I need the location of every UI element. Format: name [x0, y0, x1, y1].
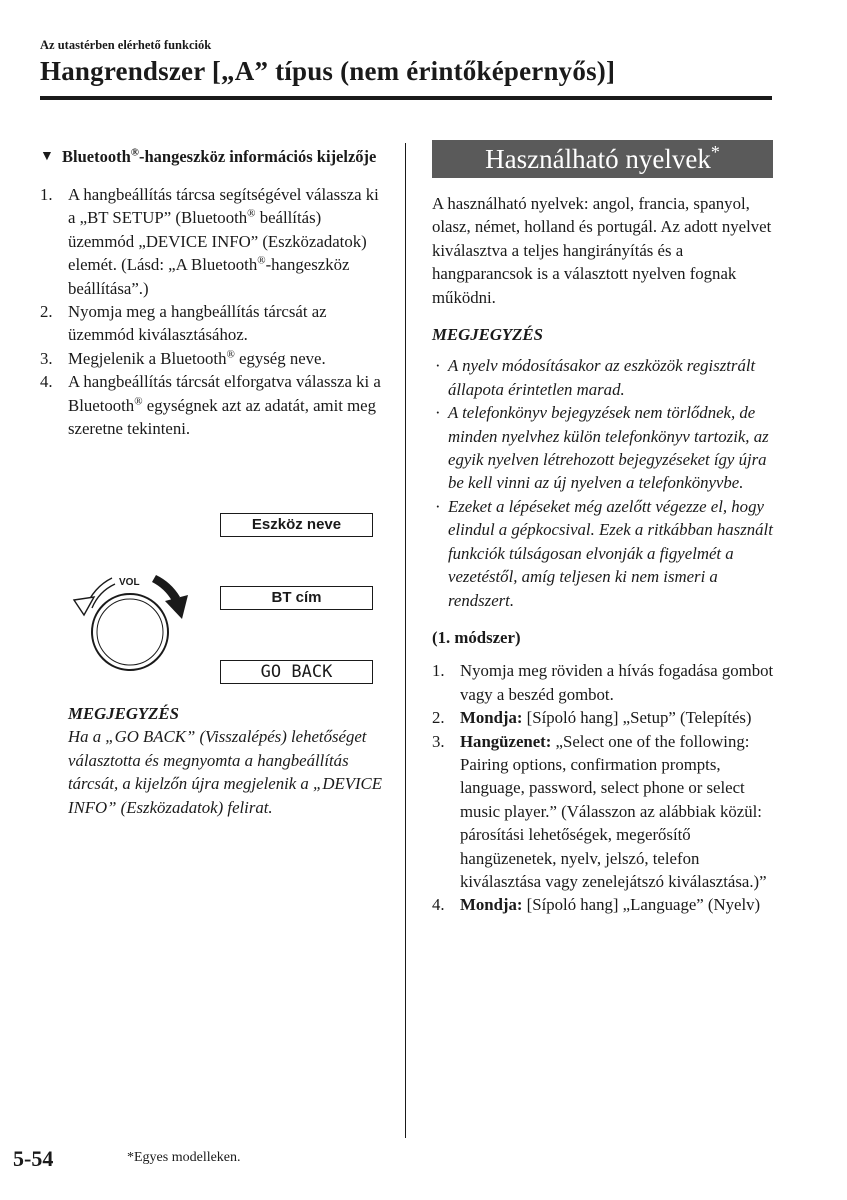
list-item: · A nyelv módosításakor az eszközök regisztrált állapota érintetlen marad.	[435, 356, 756, 399]
method-heading: (1. módszer)	[432, 627, 521, 647]
bullet-icon: ·	[435, 356, 441, 376]
section-label: Az utastérben elérhető funkciók	[40, 38, 212, 52]
note-bullet-list	[432, 354, 777, 611]
right-step-list	[432, 659, 777, 916]
display-bt-address: BT cím	[220, 586, 373, 610]
note-heading: MEGJEGYZÉS	[432, 325, 543, 345]
list-item: 2. Nyomja meg a hangbeállítás tárcsát az üzemmód kiválasztásához.	[40, 302, 327, 345]
left-column	[40, 145, 390, 440]
languages-banner: Használható nyelvek*	[432, 140, 773, 178]
page-title: Hangrendszer [„A” típus (nem érintőképernyős)]	[40, 56, 616, 86]
list-item: 1. A hangbeállítás tárcsa segítségével válassza ki a „BT SETUP” (Bluetooth® beállítás) üzemmód „DEVICE INFO” (Eszközadatok) elemét. (Lásd: „A Bluetooth®-hangeszköz beállítása”.)	[40, 185, 379, 298]
bt-info-subheading	[40, 145, 390, 169]
list-item: 1. Nyomja meg röviden a hívás fogadása gombot vagy a beszéd gombot.	[432, 661, 774, 704]
list-item: 2. Mondja: [Sípoló hang] „Setup” (Telepítés)	[432, 708, 752, 728]
left-note	[68, 702, 388, 819]
subheading-text: Bluetooth®-hangeszköz információs kijelzője	[62, 146, 377, 166]
step-text: Megjelenik a Bluetooth® egység neve.	[68, 348, 326, 368]
list-item: · Ezeket a lépéseket még azelőtt végezze el, hogy elindul a gépkocsival. Ezek a ritkábban használt funkciók túlságosan elvonják a figyelmét a vezetéstől, amíg teljesen ki nem ismeri a rendszert.	[435, 496, 773, 610]
list-item: 4. Mondja: [Sípoló hang] „Language” (Nyelv)	[432, 895, 761, 915]
bullet-icon: ·	[435, 403, 441, 423]
step-text: Nyomja meg a hangbeállítás tárcsát az üzemmód kiválasztásához.	[68, 302, 327, 345]
step-text: A hangbeállítás tárcsa segítségével válassza ki a „BT SETUP” (Bluetooth® beállítás) üzemmód „DEVICE INFO” (Eszközadatok) elemét. (Lásd: „A Bluetooth®-hangeszköz beállítása”.)	[68, 185, 379, 298]
page-number: 5-54	[13, 1146, 54, 1171]
list-item: 3. Megjelenik a Bluetooth® egység neve.	[40, 348, 326, 368]
list-item: 3. Hangüzenet: „Select one of the following: Pairing options, confirmation prompts, language, password, select phone or select music player.” (Válasszon az alábbiak közül: párosítási lehetőségek, megerősítő hangüzenetek, nyelv, jelszó, telefon kiválasztása vagy zenelejátszó kiválasztása.)”	[432, 731, 767, 891]
column-divider	[405, 143, 406, 1138]
volume-knob-icon	[64, 545, 204, 675]
display-go-back: GO BACK	[220, 660, 373, 684]
note-text: Ha a „GO BACK” (Visszalépés) lehetőséget választotta és megnyomta a hangbeállítás tárcsát, a kijelzőn újra megjelenik a „DEVICE INFO” (Eszközadatok) felirat.	[68, 727, 382, 817]
knob-label: VOL	[119, 577, 140, 588]
note-heading: MEGJEGYZÉS	[68, 704, 179, 723]
bullet-icon: ·	[435, 496, 441, 516]
step-text: A hangbeállítás tárcsát elforgatva válassza ki a Bluetooth® egységnek azt az adatát, amit meg szeretne tekinteni.	[68, 372, 381, 439]
left-step-list	[40, 183, 390, 440]
triangle-down-icon: ▼	[40, 149, 54, 164]
title-rule	[40, 96, 772, 100]
list-item: 4. A hangbeállítás tárcsát elforgatva válassza ki a Bluetooth® egységnek azt az adatát, amit meg szeretne tekinteni.	[40, 372, 381, 439]
list-item: · A telefonkönyv bejegyzések nem törlődnek, de minden nyelvhez külön telefonkönyv tartozik, az egyik nyelven létrehozott bejegyzéseket így újra be kell vinni az új nyelven a telefonkönyvbe.	[435, 403, 769, 493]
languages-intro: A használható nyelvek: angol, francia, spanyol, olasz, német, holland és portugál. Az adott nyelvet kiválasztva a teljes hangirányítás és a hangparancsok is a választott nyelven fognak működni.	[432, 194, 772, 307]
asterisk-mark: *	[710, 142, 720, 162]
display-device-name: Eszköz neve	[220, 513, 373, 537]
right-column	[432, 140, 777, 917]
footnote: *Egyes modelleken.	[127, 1150, 241, 1165]
